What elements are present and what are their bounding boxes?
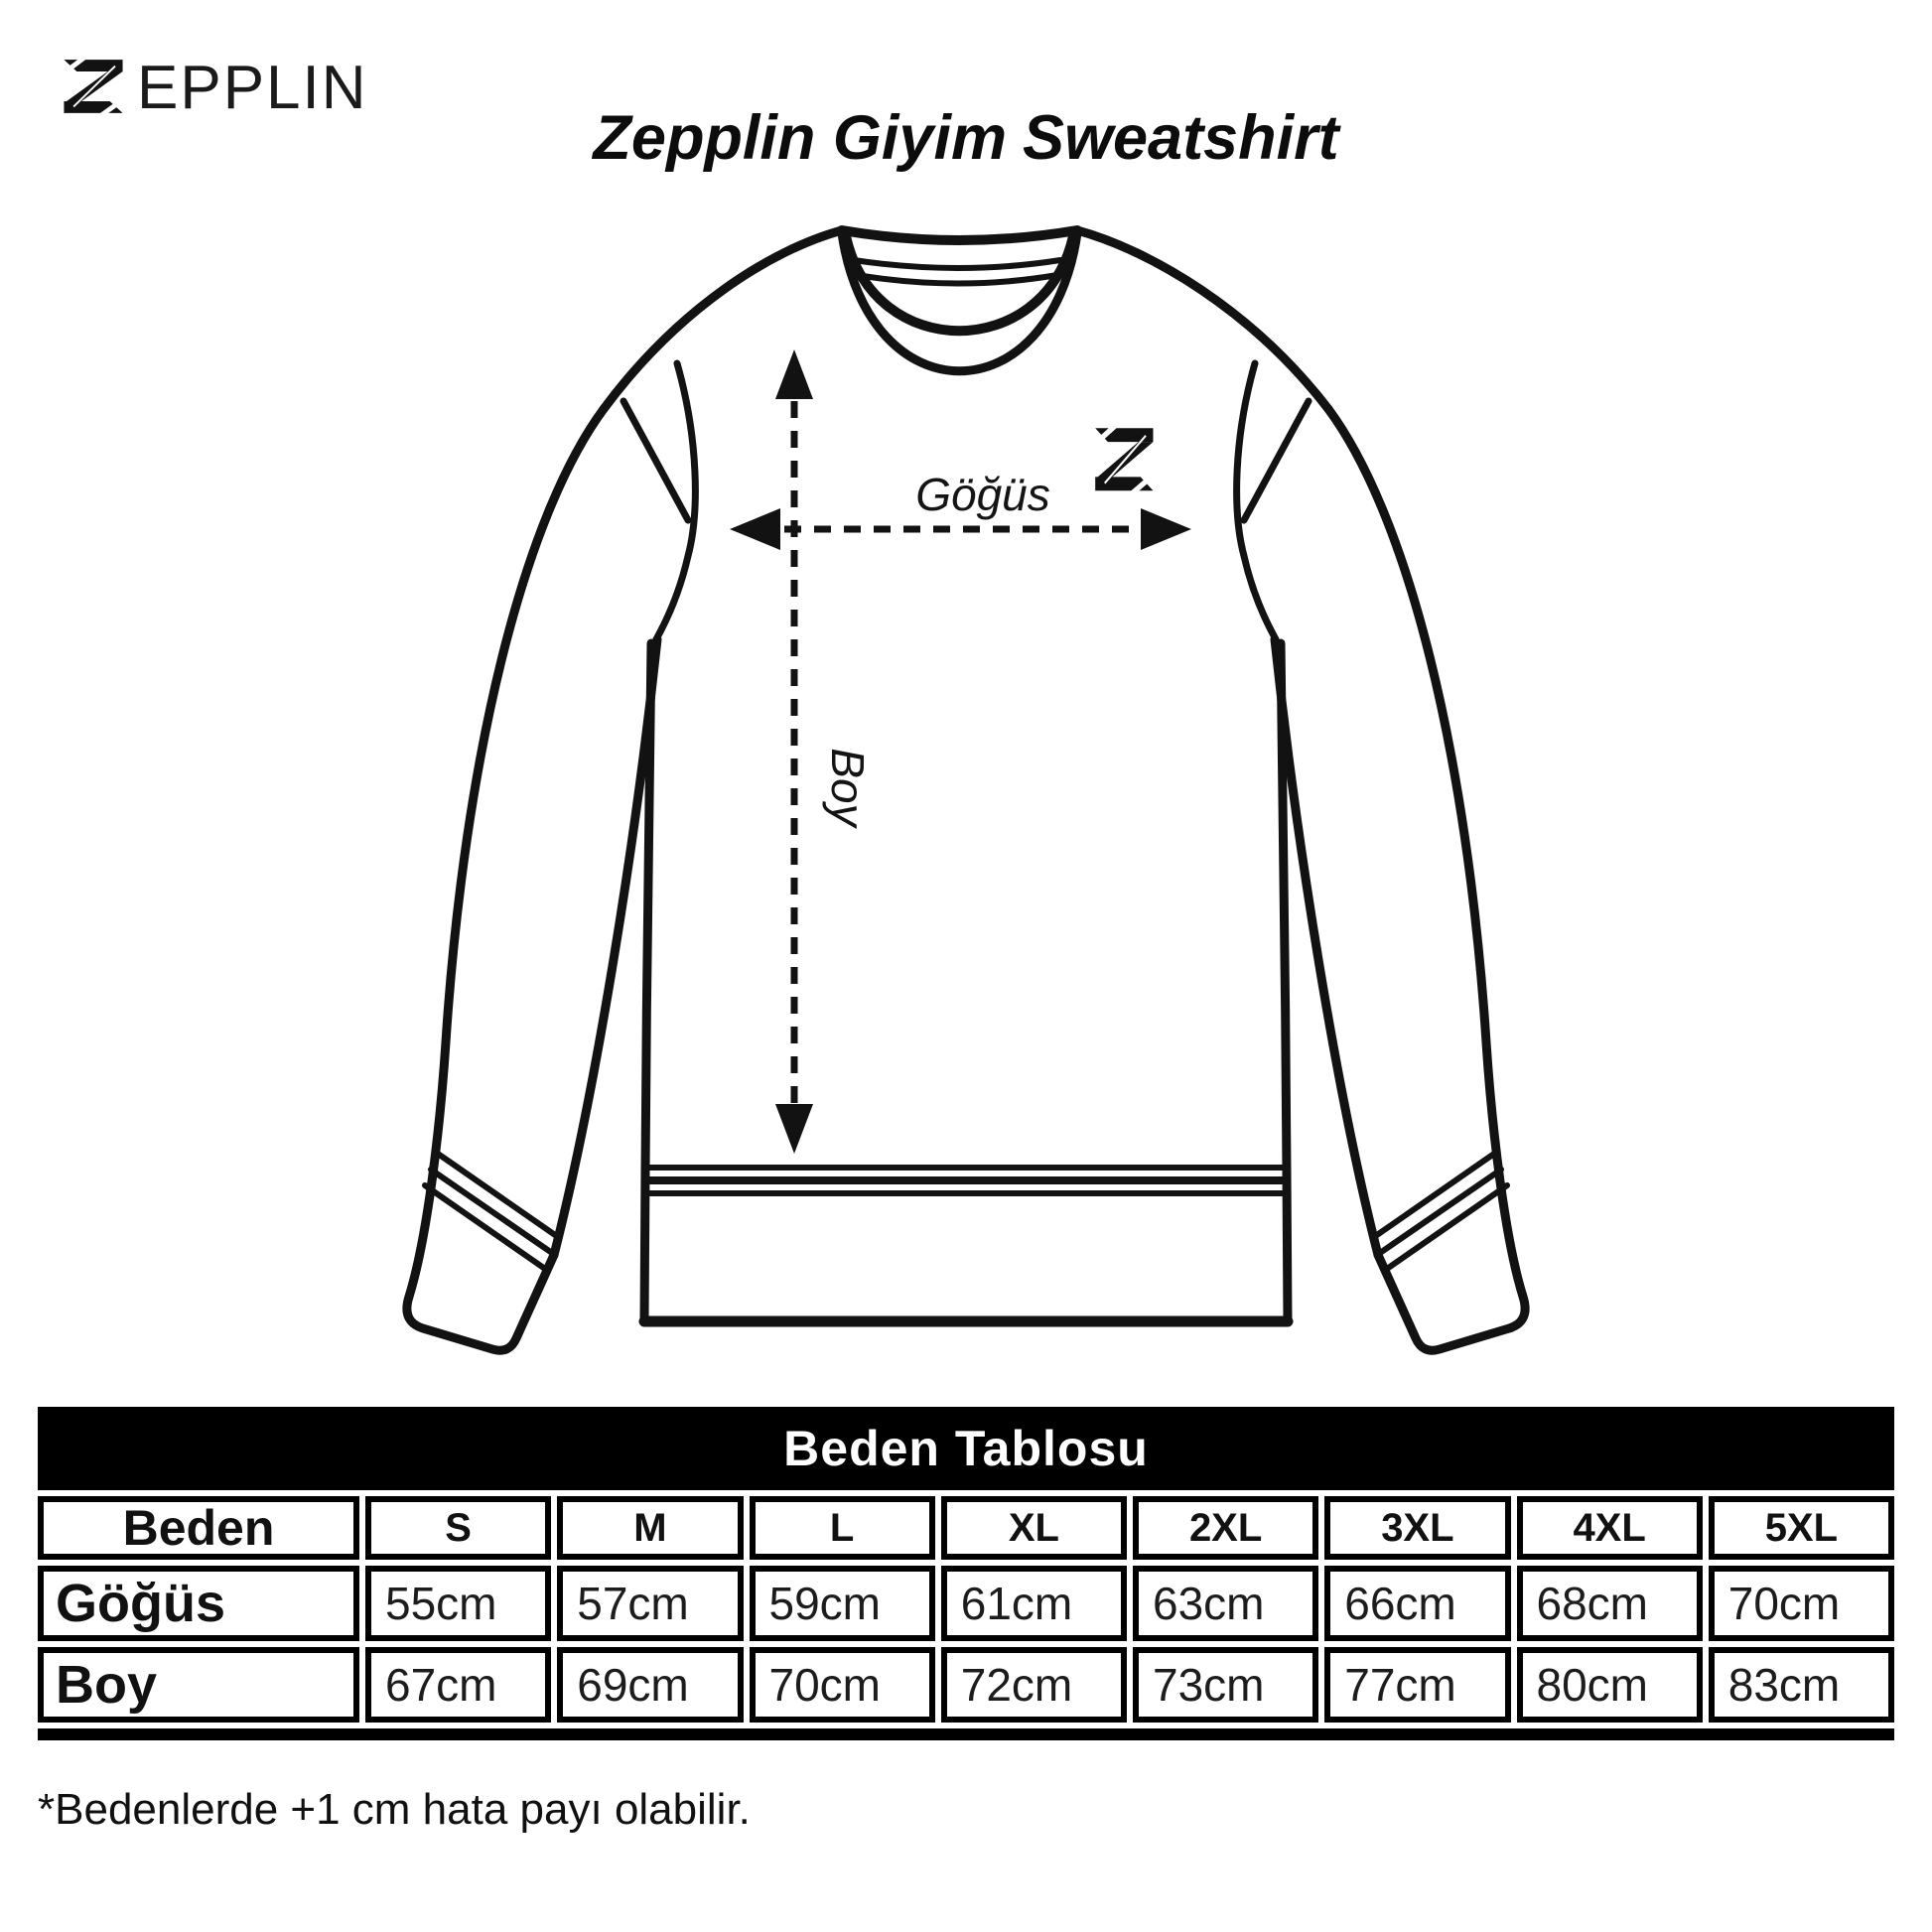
footnote: *Bedenlerde +1 cm hata payı olabilir. [38, 1785, 751, 1834]
cell-boy-4xl: 80cm [1517, 1647, 1703, 1723]
size-table-title: Beden Tablosu [38, 1407, 1894, 1490]
cell-gogus-5xl: 70cm [1709, 1566, 1894, 1641]
length-measure-arrow [775, 349, 874, 1154]
col-header-m: M [557, 1496, 743, 1560]
col-header-beden: Beden [38, 1496, 359, 1560]
size-table-grid [38, 1496, 1894, 1723]
col-header-3xl: 3XL [1324, 1496, 1510, 1560]
table-bottom-bar [38, 1728, 1894, 1740]
cell-gogus-2xl: 63cm [1133, 1566, 1318, 1641]
row-label-gogus: Göğüs [38, 1566, 359, 1641]
cell-boy-m: 69cm [557, 1647, 743, 1723]
cell-gogus-l: 59cm [750, 1566, 935, 1641]
arrow-down-icon [775, 1104, 813, 1154]
cell-boy-xl: 72cm [941, 1647, 1127, 1723]
cell-boy-3xl: 77cm [1324, 1647, 1510, 1723]
length-measure-label: Boy [822, 748, 874, 827]
cell-boy-5xl: 83cm [1709, 1647, 1894, 1723]
title-brand-part: Zepplin Giyim [593, 103, 1007, 174]
cell-gogus-4xl: 68cm [1517, 1566, 1703, 1641]
arrow-left-icon [730, 508, 780, 550]
col-header-2xl: 2XL [1133, 1496, 1318, 1560]
chest-z-logo-icon [1089, 422, 1159, 497]
brand-wordmark: EPPLIN [137, 54, 368, 122]
col-header-4xl: 4XL [1517, 1496, 1703, 1560]
row-label-boy: Boy [38, 1647, 359, 1723]
cell-gogus-xl: 61cm [941, 1566, 1127, 1641]
size-table [38, 1407, 1894, 1740]
title-product-part: Sweatshirt [1022, 103, 1339, 174]
col-header-l: L [750, 1496, 935, 1560]
cell-boy-l: 70cm [750, 1647, 935, 1723]
arrow-up-icon [775, 349, 813, 399]
arrow-right-icon [1141, 508, 1191, 550]
cell-gogus-m: 57cm [557, 1566, 743, 1641]
cell-boy-2xl: 73cm [1133, 1647, 1318, 1723]
col-header-xl: XL [941, 1496, 1127, 1560]
chest-measure-label: Göğüs [915, 469, 1050, 520]
cell-gogus-3xl: 66cm [1324, 1566, 1510, 1641]
cell-boy-s: 67cm [365, 1647, 551, 1723]
sweatshirt-outline [407, 230, 1525, 1350]
cell-gogus-s: 55cm [365, 1566, 551, 1641]
col-header-5xl: 5XL [1709, 1496, 1894, 1560]
col-header-s: S [365, 1496, 551, 1560]
